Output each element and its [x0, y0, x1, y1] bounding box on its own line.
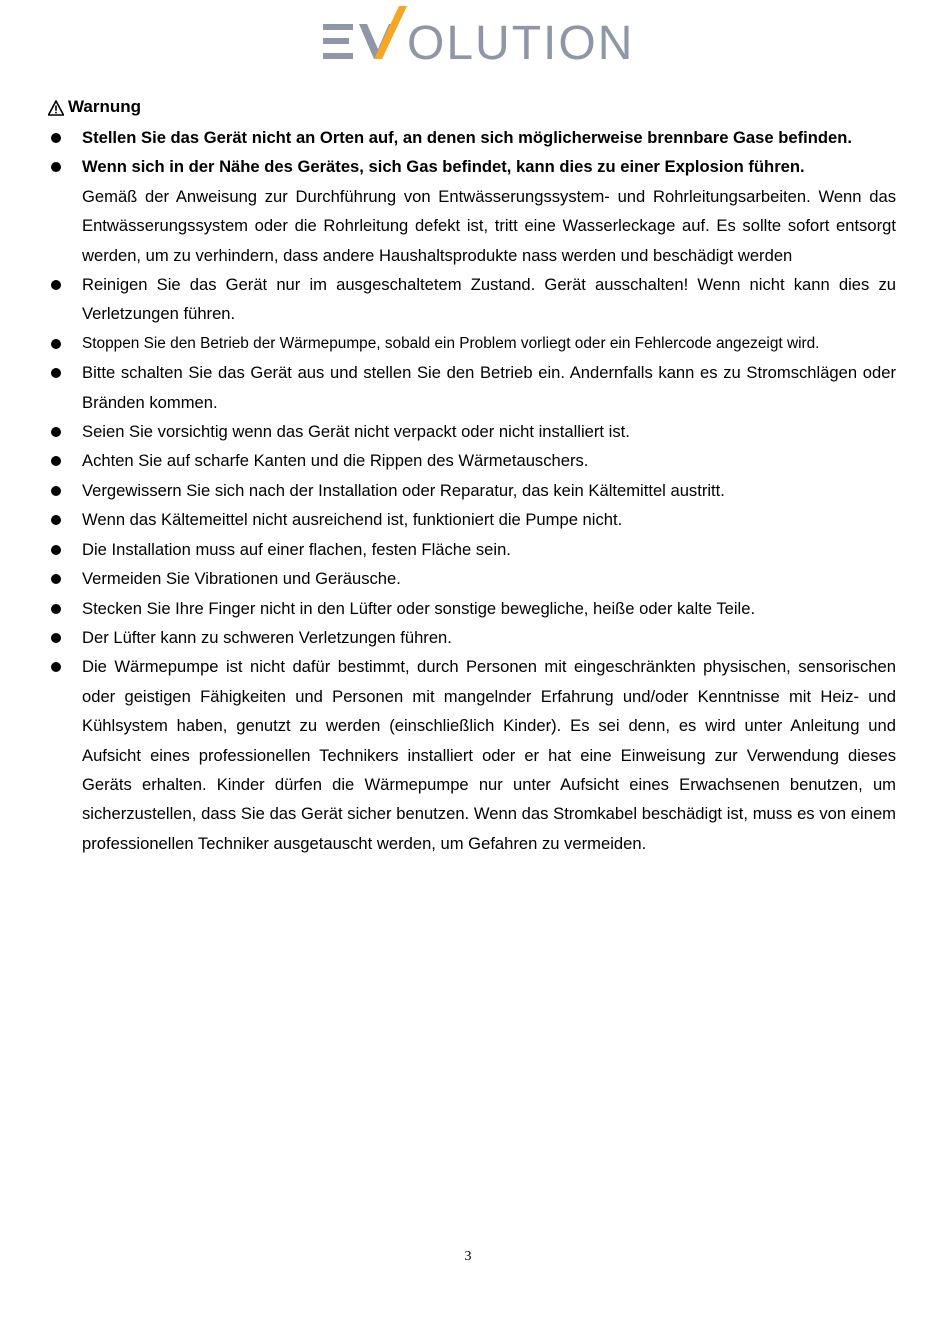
list-item — [48, 652, 896, 858]
list-item-text: Stellen Sie das Gerät nicht an Orten auf, an denen sich möglicherweise brennbare Gase befinden. — [82, 128, 852, 147]
bullet-icon — [51, 368, 61, 378]
bullet-icon — [51, 456, 61, 466]
bullet-icon — [51, 133, 61, 143]
bullet-icon — [51, 545, 61, 555]
bullet-icon — [51, 280, 61, 290]
bullet-icon — [51, 662, 61, 672]
list-item-text: Wenn sich in der Nähe des Gerätes, sich Gas befindet, kann dies zu einer Explosion führen. — [82, 157, 805, 177]
list-item — [48, 446, 896, 475]
warning-heading-text: Warnung — [68, 97, 142, 116]
list-item-text: Die Wärmepumpe ist nicht dafür bestimmt, durch Personen mit eingeschränkten physischen, sensorischen oder geistigen Fähigkeiten und Personen mit mangelnder Erfahrung und/oder Kenntnisse mit Heiz- und Kühlsystem haben, genutzt zu werden (einschließlich Kinder). Es sei denn, es wird unter Anleitung und Aufsicht eines professionellen Technikers installiert oder er hat eine Einweisung zur Verwendung dieses Geräts erhalten. Kinder dürfen die Wärmepumpe nur unter Aufsicht eines Erwachsenen benutzen, um sicherzustellen, dass Sie das Gerät sicher benutzen. Wenn das Stromkabel beschädigt ist, muss es von einem professionellen Techniker ausgetauscht werden, um Gefahren zu vermeiden. — [82, 657, 896, 853]
bullet-icon — [51, 515, 61, 525]
warning-list — [48, 123, 896, 182]
list-item-text: Stoppen Sie den Betrieb der Wärmepumpe, sobald ein Problem vorliegt oder ein Fehlercode angezeigt wird. — [82, 334, 820, 352]
page-number: 3 — [464, 1249, 472, 1264]
list-item — [48, 535, 896, 564]
evolution-logo — [0, 4, 950, 66]
list-item-text: Seien Sie vorsichtig wenn das Gerät nicht verpackt oder nicht installiert ist. — [82, 422, 630, 442]
bullet-icon — [51, 427, 61, 437]
list-item — [48, 329, 896, 358]
bullet-icon — [51, 339, 61, 349]
list-item — [48, 417, 896, 446]
warning-section — [48, 94, 896, 858]
bullet-icon — [51, 574, 61, 584]
list-item — [48, 505, 896, 534]
list-item — [48, 358, 896, 417]
list-item-text: Reinigen Sie das Gerät nur im ausgeschaltetem Zustand. Gerät ausschalten! Wenn nicht kann dies zu Verletzungen führen. — [82, 275, 896, 324]
bullet-icon — [51, 486, 61, 496]
list-item — [48, 594, 896, 623]
list-item — [48, 123, 896, 152]
list-item-text: Achten Sie auf scharfe Kanten und die Rippen des Wärmetauschers. — [82, 451, 589, 471]
list-item-text: Stecken Sie Ihre Finger nicht in den Lüfter oder sonstige bewegliche, heiße oder kalte Teile. — [82, 598, 756, 618]
warning-triangle-icon — [48, 100, 64, 116]
list-item — [48, 152, 896, 181]
bullet-icon — [51, 162, 61, 172]
list-item-text: Die Installation muss auf einer flachen, festen Fläche sein. — [82, 539, 511, 559]
drainage-note: Gemäß der Anweisung zur Durchführung von Entwässerungssystem- und Rohrleitungsarbeiten. Wenn das Entwässerungssystem oder die Rohrleitung defekt ist, tritt eine Wasserleckage auf. Es sollte sofort entsorgt werden, um zu verhindern, dass andere Haushaltsprodukte nass werden und beschädigt werden — [82, 186, 896, 265]
list-item — [48, 476, 896, 505]
list-item — [48, 564, 896, 593]
list-item-text: Der Lüfter kann zu schweren Verletzungen führen. — [82, 627, 452, 647]
evolution-logo-graphic — [315, 4, 635, 66]
list-item — [48, 270, 896, 329]
svg-text:OLUTION: OLUTION — [407, 17, 635, 66]
bullet-icon — [51, 604, 61, 614]
list-item — [48, 623, 896, 652]
list-item-text: Vergewissern Sie sich nach der Installation oder Reparatur, das kein Kältemittel austritt. — [82, 480, 725, 500]
warning-heading — [48, 94, 896, 120]
warning-list-continued — [48, 270, 896, 858]
list-item-text: Wenn das Kältemeittel nicht ausreichend ist, funktioniert die Pumpe nicht. — [82, 510, 623, 530]
bullet-icon — [51, 633, 61, 643]
list-item-text: Vermeiden Sie Vibrationen und Geräusche. — [82, 569, 401, 589]
list-item-text: Bitte schalten Sie das Gerät aus und stellen Sie den Betrieb ein. Andernfalls kann es zu Stromschlägen oder Bränden kommen. — [82, 363, 896, 412]
